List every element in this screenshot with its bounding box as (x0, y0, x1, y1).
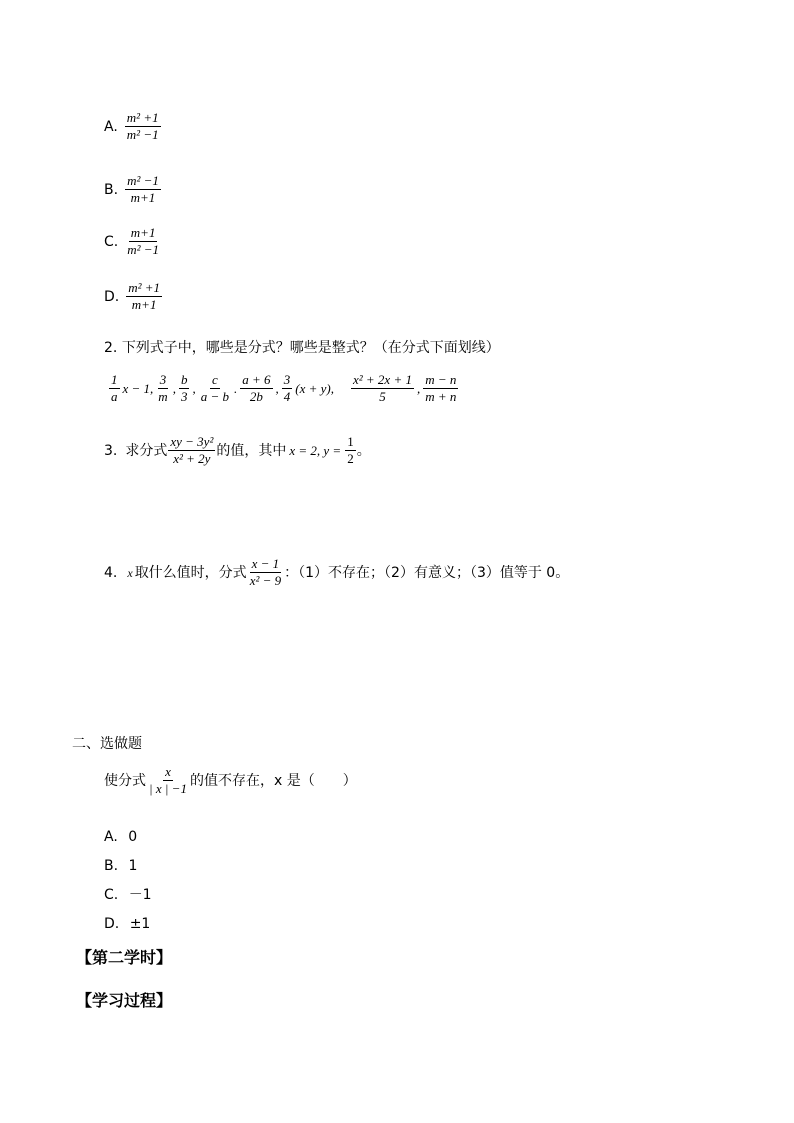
question-text: 下列式子中，哪些是分式？哪些是整式？（在分式下面划线） (121, 340, 500, 356)
section-title: 二、选做题 (72, 736, 142, 752)
denominator: x² − 9 (249, 573, 282, 588)
numerator: a + 6 (242, 372, 271, 387)
fraction (168, 434, 215, 467)
fraction-numerator: m² −1 (127, 173, 159, 188)
question-prefix: 使分式 (104, 772, 146, 789)
heading-learning-process: 【学习过程】 (76, 991, 173, 1010)
expression-fraction (423, 372, 458, 405)
option-label: D. (104, 288, 120, 305)
fraction (125, 110, 161, 143)
expression-fraction (109, 372, 120, 405)
expression-fraction (282, 372, 293, 405)
choice-value: 1 (128, 858, 138, 874)
fraction-denominator: m+1 (130, 190, 156, 205)
comma: , (172, 380, 176, 396)
fraction-numerator: m+1 (130, 225, 156, 240)
question-number: 2. (104, 340, 118, 356)
fraction (248, 556, 283, 589)
denominator: 4 (283, 389, 291, 404)
choice-label: D. (104, 916, 120, 932)
question-prefix: 取什么值时，分式 (134, 564, 247, 581)
expression-fraction (351, 372, 414, 405)
numerator: b (180, 372, 188, 387)
denominator: m + n (425, 389, 457, 404)
question-number: 3. (104, 442, 118, 459)
question-4 (104, 556, 569, 589)
choice-value: 0 (128, 829, 138, 845)
denominator: 3 (180, 389, 188, 404)
numerator: x² + 2x + 1 (352, 372, 412, 387)
expression: x − 1, (122, 380, 154, 396)
expression: (x + y), (295, 380, 334, 396)
option-label: B. (104, 181, 119, 198)
condition: x = 2, y = (289, 442, 342, 458)
fraction-denominator: m² −1 (127, 242, 160, 257)
choice-a (104, 827, 137, 847)
comma: , (416, 380, 421, 396)
option-label: A. (104, 118, 118, 135)
option-a (104, 110, 162, 143)
numerator: 3 (283, 372, 291, 387)
numerator: x − 1 (251, 556, 280, 571)
optional-question (104, 764, 357, 797)
choice-value: －1 (128, 887, 152, 903)
denominator: | x | −1 (149, 781, 187, 796)
option-b (104, 173, 162, 206)
denominator: a − b (200, 389, 229, 404)
fraction (125, 173, 161, 206)
denominator: m (158, 389, 168, 404)
condition-fraction (345, 434, 356, 467)
question-2 (104, 338, 500, 358)
choice-d (104, 914, 150, 934)
option-d (104, 280, 163, 313)
question-middle: 的值，其中 (216, 442, 287, 459)
denominator: 2b (249, 389, 263, 404)
expression-fraction (240, 372, 272, 405)
q2-expressions (108, 372, 459, 405)
numerator: 3 (159, 372, 167, 387)
period: . (233, 380, 238, 396)
choice-label: B. (104, 858, 119, 874)
choice-label: C. (104, 887, 119, 903)
choice-b (104, 856, 137, 876)
numerator: c (211, 372, 218, 387)
comma: , (192, 380, 196, 396)
fraction-denominator: m+1 (131, 297, 157, 312)
question-suffix: 的值不存在，x 是（ ） (189, 772, 357, 789)
expression-fraction (199, 372, 231, 405)
denominator: 5 (379, 389, 386, 404)
fraction-numerator: m² +1 (126, 110, 159, 125)
choice-label: A. (104, 829, 118, 845)
fraction-denominator: m² −1 (126, 127, 159, 142)
variable: x (127, 565, 133, 580)
fraction (125, 225, 161, 258)
choice-value: ±1 (129, 916, 151, 932)
question-suffix: 。 (356, 442, 371, 459)
comma: , (275, 380, 279, 396)
numerator: 1 (347, 434, 354, 449)
fraction (126, 280, 162, 313)
question-suffix: ：（1）不存在；（2）有意义；（3）值等于 0。 (284, 564, 570, 581)
expression-fraction (156, 372, 169, 405)
numerator: xy − 3y² (170, 434, 214, 449)
question-3 (104, 434, 371, 467)
option-label: C. (104, 233, 119, 250)
expression-fraction (179, 372, 190, 405)
fraction (147, 764, 189, 797)
heading-second-lesson: 【第二学时】 (76, 948, 173, 967)
numerator: x (165, 764, 171, 779)
numerator: m − n (425, 372, 457, 387)
numerator: 1 (111, 372, 118, 387)
fraction-numerator: m² +1 (128, 280, 161, 295)
option-c (104, 225, 162, 258)
denominator: 2 (347, 451, 354, 466)
denominator: a (111, 389, 118, 404)
choice-c (104, 885, 152, 905)
question-prefix: 求分式 (125, 442, 168, 459)
denominator: x² + 2y (173, 451, 211, 466)
question-number: 4. (104, 564, 118, 581)
